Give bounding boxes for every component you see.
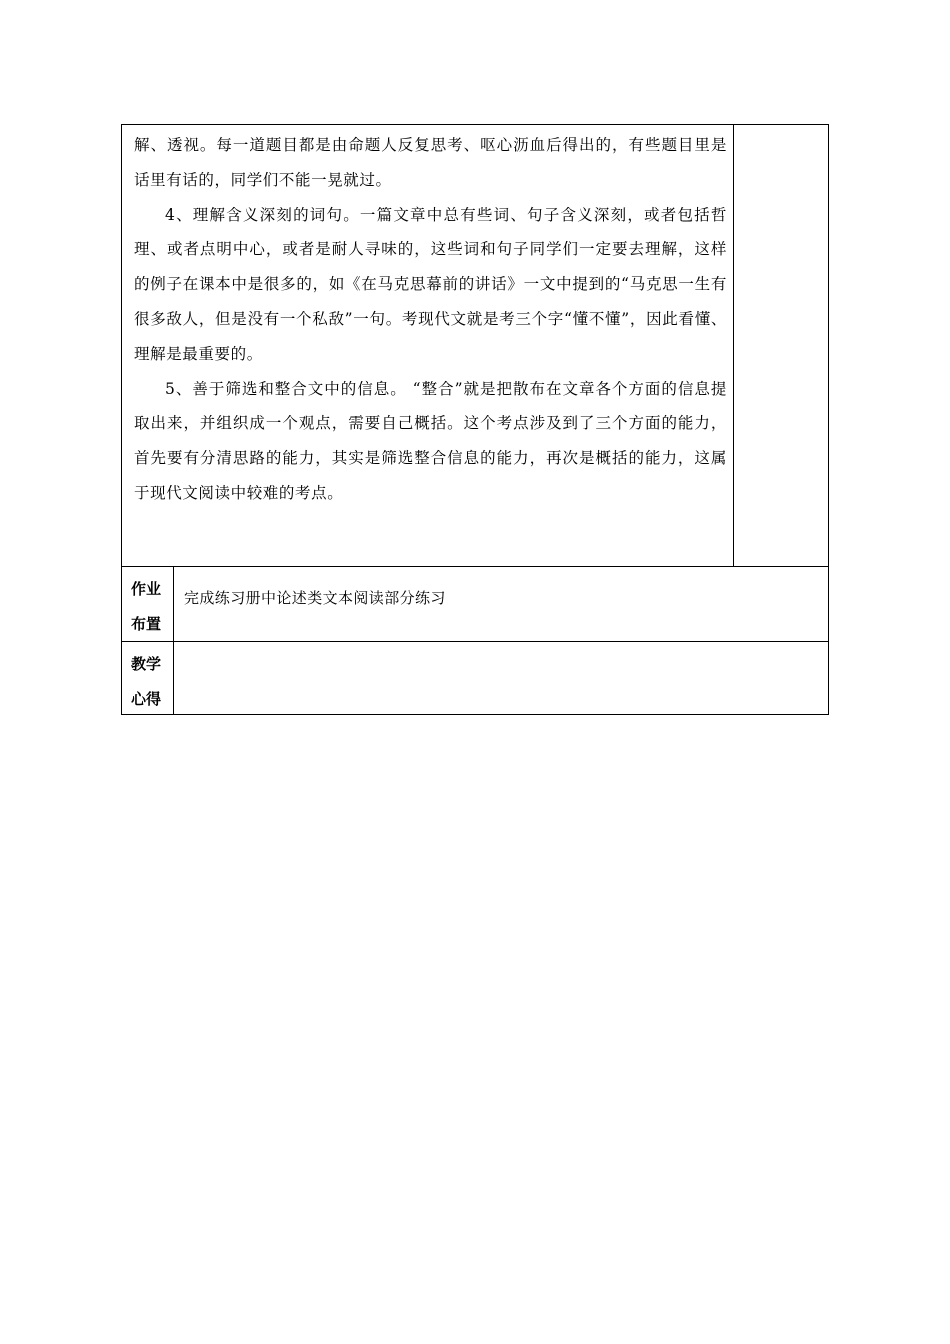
content-row [122, 125, 828, 567]
reflection-value-cell [174, 642, 828, 714]
homework-text: 完成练习册中论述类文本阅读部分练习 [184, 589, 446, 607]
paragraph-point-5: 5、善于筛选和整合文中的信息。 “整合”就是把散布在文章各个方面的信息提取出来，并组织成一个观点，需要自己概括。这个考点涉及到了三个方面的能力，首先要有分清思路的能力，其实是筛选整合信息的能力，再次是概括的能力，这属于现代文阅读中较难的考点。 [134, 379, 727, 502]
paragraph-point-4: 4、理解含义深刻的词句。一篇文章中总有些词、句子含义深刻，或者包括哲理、或者点明中心，或者是耐人寻味的，这些词和句子同学们一定要去理解，这样的例子在课本中是很多的，如《在马克思幕前的讲话》一文中提到的“马克思一生有很多敌人，但是没有一个私敌”一句。考现代文就是考三个字“懂不懂”，因此看懂、理解是最重要的。 [134, 205, 727, 363]
homework-label-cell [122, 567, 174, 641]
homework-row [122, 567, 828, 642]
homework-label: 作业布置 [131, 580, 162, 633]
paragraph-continuation: 解、透视。每一道题目都是由命题人反复思考、呕心沥血后得出的，有些题目里是话里有话的，同学们不能一晃就过。 [134, 136, 727, 189]
reflection-label-cell [122, 642, 174, 714]
homework-value-cell [174, 567, 828, 641]
reflection-label: 教学心得 [131, 655, 162, 708]
reflection-row [122, 642, 828, 714]
lesson-plan-table [121, 124, 829, 715]
content-cell [122, 125, 734, 566]
